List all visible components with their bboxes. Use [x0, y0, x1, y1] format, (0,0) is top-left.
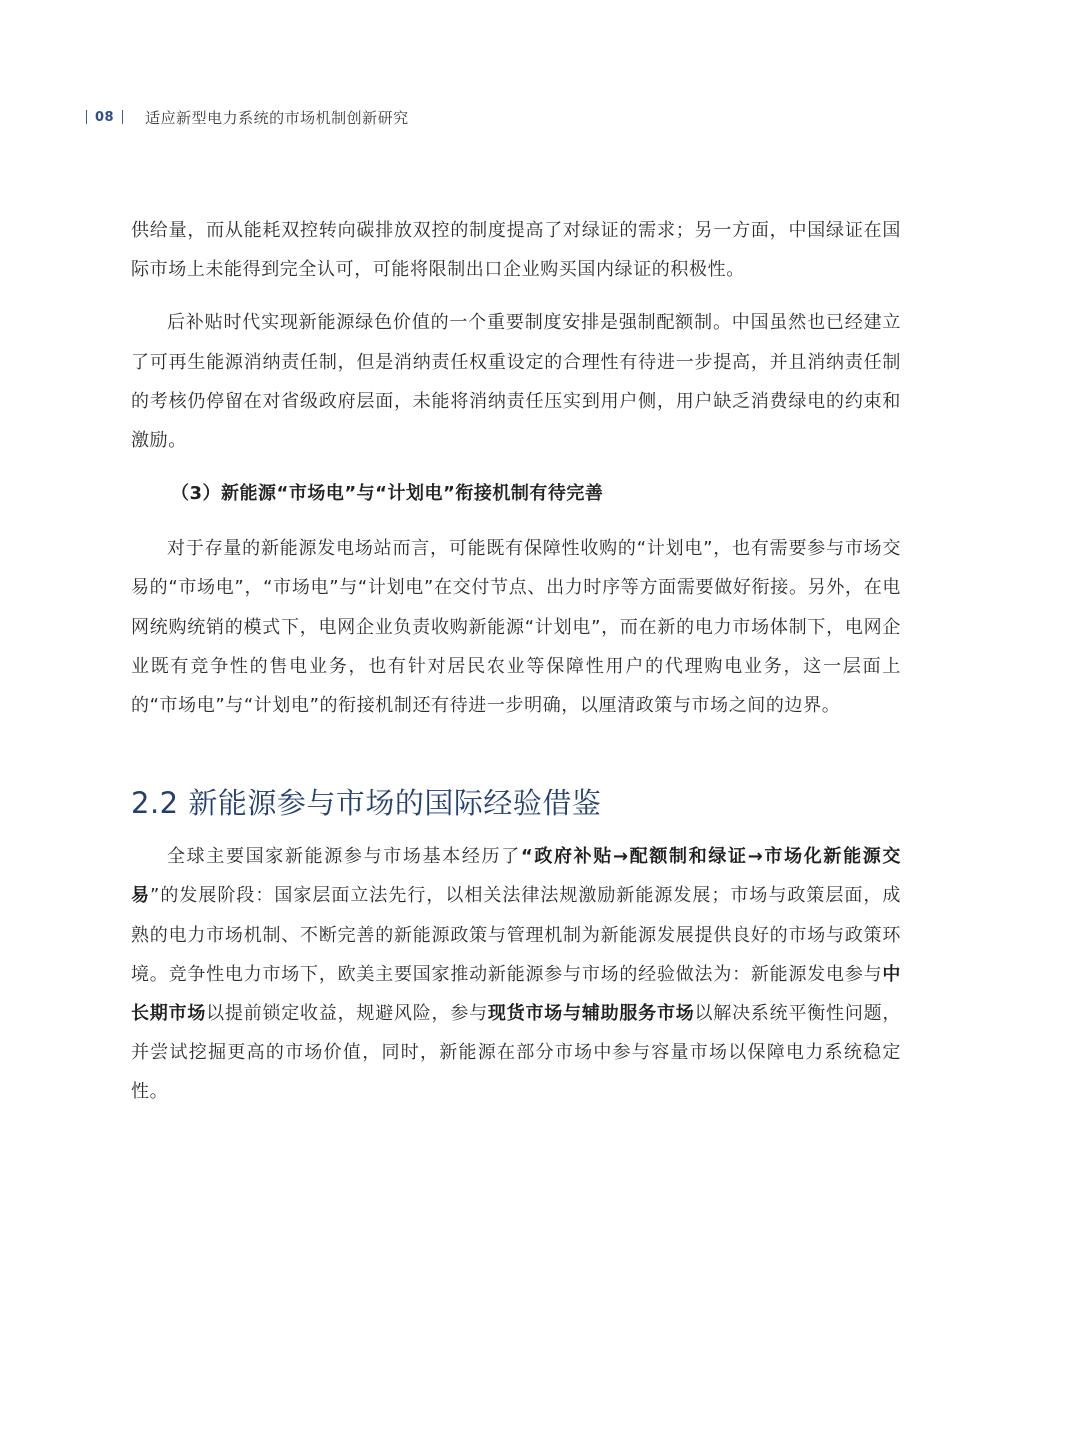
text-segment: 以解决系统平衡性问题，并尝试挖掘更高的市场价值，同时，新能源在部分市场中参与容量市场以保障电力系统稳定性。	[131, 1003, 901, 1103]
header-divider-right	[122, 110, 123, 124]
text-segment: 全球主要国家新能源参与市场基本经历了	[167, 846, 521, 868]
document-title: 适应新型电力系统的市场机制创新研究	[145, 108, 409, 127]
header-divider-left	[86, 110, 87, 124]
section-title: 2.2 新能源参与市场的国际经验借鉴	[131, 786, 602, 821]
subsection-heading: （3）新能源“市场电”与“计划电”衔接机制有待完善	[171, 483, 604, 505]
page-body	[131, 211, 901, 1126]
bold-text-development-path: “政府补贴→配额制和绿证→市场化新能源交易	[131, 846, 901, 907]
paragraph-continued: 供给量，而从能耗双控转向碳排放双控的制度提高了对绿证的需求；另一方面，中国绿证在国际市场上未能得到完全认可，可能将限制出口企业购买国内绿证的积极性。	[131, 220, 901, 281]
text-segment: ”的发展阶段：国家层面立法先行，以相关法律法规激励新能源发展；市场与政策层面，成熟的电力市场机制、不断完善的新能源政策与管理机制为新能源发展提供良好的市场与政策环境。竞争性电力市场下，欧美主要国家推动新能源参与市场的经验做法为：新能源发电参与	[131, 885, 901, 985]
bold-text-mid-long-term-market: 中长期市场	[131, 963, 901, 1025]
page-header	[86, 106, 409, 128]
paragraph-market-plan-power: 对于存量的新能源发电场站而言，可能既有保障性收购的“计划电”，也有需要参与市场交易的“市场电”，“市场电”与“计划电”在交付节点、出力时序等方面需要做好衔接。另外，在电网统购统销的模式下，电网企业负责收购新能源“计划电”，而在新的电力市场体制下，电网企业既有竞争性的售电业务，也有针对居民农业等保障性用户的代理购电业务，这一层面上的“市场电”与“计划电”的衔接机制还有待进一步明确，以厘清政策与市场之间的边界。	[131, 538, 901, 717]
paragraph-international-experience	[131, 837, 901, 1111]
bold-text-spot-ancillary-market: 现货市场与辅助服务市场	[487, 1003, 695, 1025]
paragraph-quota-system: 后补贴时代实现新能源绿色价值的一个重要制度安排是强制配额制。中国虽然也已经建立了可再生能源消纳责任制，但是消纳责任权重设定的合理性有待进一步提高，并且消纳责任制的考核仍停留在对省级政府层面，未能将消纳责任压实到用户侧，用户缺乏消费绿电的约束和激励。	[131, 312, 901, 452]
page-number: 08	[95, 109, 115, 125]
text-segment: 以提前锁定收益，规避风险，参与	[206, 1003, 488, 1025]
